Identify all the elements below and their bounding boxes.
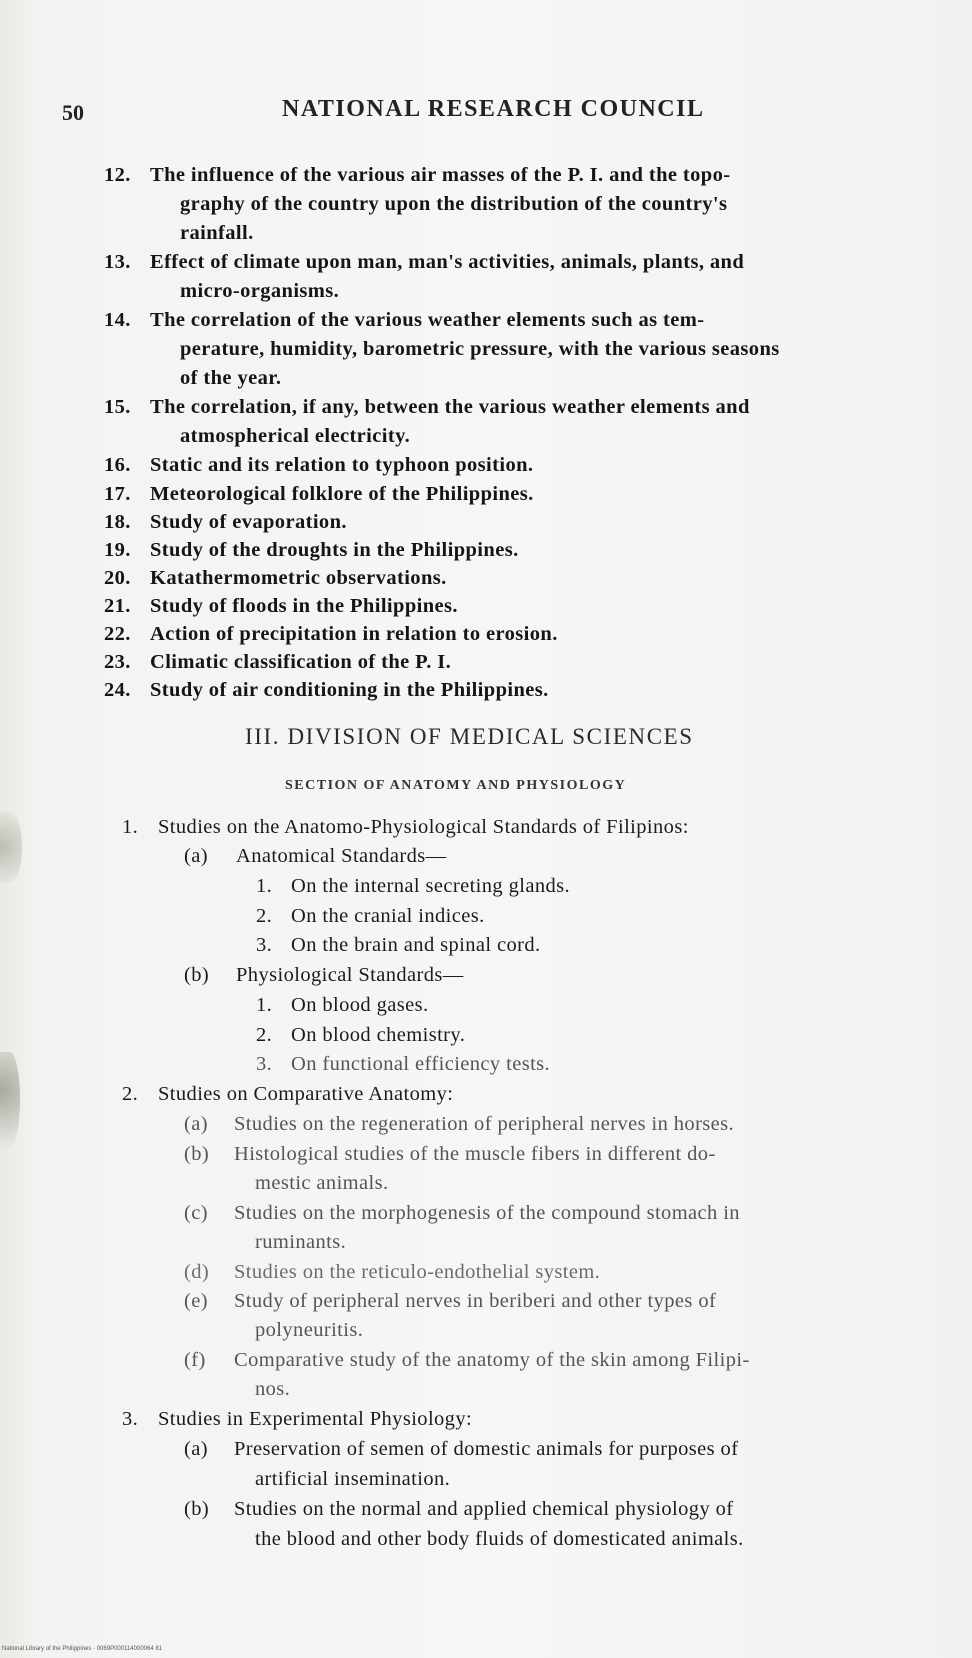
list-item: [104, 251, 744, 274]
item-text: Action of precipitation in relation to erosion.: [150, 623, 558, 645]
item-number: 24.: [104, 679, 131, 701]
item-text: Effect of climate upon man, man's activities, animals, plants, and: [150, 251, 745, 273]
sub-item: [184, 845, 447, 868]
item-number: 15.: [104, 396, 131, 418]
item-number: 22.: [104, 623, 131, 645]
sub-item: [184, 1202, 740, 1225]
sub-item-continuation: mestic animals.: [255, 1172, 389, 1194]
item-text: The correlation, if any, between the various weather elements and: [150, 396, 750, 418]
sub-item: [184, 964, 464, 987]
sub-item: [184, 1290, 716, 1313]
sub-sub-item-text: On blood gases.: [291, 994, 429, 1016]
item-number: 21.: [104, 595, 131, 617]
item-text-continuation: graphy of the country upon the distribution of the country's: [180, 193, 728, 215]
list-item: [122, 1408, 472, 1431]
sub-item-text: Preservation of semen of domestic animals for purposes of: [234, 1438, 739, 1460]
list-item: [104, 164, 730, 187]
item-number: 19.: [104, 539, 131, 561]
item-text: Study of floods in the Philippines.: [150, 595, 458, 617]
sub-item-label: (a): [184, 845, 208, 867]
sub-item-label: (c): [184, 1202, 208, 1224]
sub-item-label: (d): [184, 1261, 210, 1283]
list-item: [104, 483, 534, 506]
sub-sub-item-number: 3.: [256, 934, 273, 956]
item-number: 18.: [104, 511, 131, 533]
list-item: [104, 454, 533, 477]
scan-footer: National Library of the Philippines · 0069P000114000064 81: [2, 1646, 163, 1652]
item-text-continuation: of the year.: [180, 367, 282, 389]
list-item: [104, 651, 451, 674]
item-number: 20.: [104, 567, 131, 589]
sub-item-text: Studies on the morphogenesis of the compound stomach in: [234, 1202, 740, 1224]
sub-item: [184, 1498, 734, 1521]
sub-sub-item-text: On the brain and spinal cord.: [291, 934, 541, 956]
item-text: Katathermometric observations.: [150, 567, 447, 589]
sub-item-label: (b): [184, 964, 210, 986]
sub-item-text: Studies on the normal and applied chemical physiology of: [234, 1498, 734, 1520]
division-heading: III. DIVISION OF MEDICAL SCIENCES: [245, 724, 694, 749]
item-number: 14.: [104, 309, 131, 331]
list-item: [104, 396, 750, 419]
sub-sub-item-number: 2.: [256, 1024, 273, 1046]
list-item: [104, 623, 558, 646]
item-number: 23.: [104, 651, 131, 673]
sub-sub-item-number: 2.: [256, 905, 273, 927]
item-number: 3.: [122, 1408, 139, 1430]
sub-item-text: Studies on the regeneration of peripheral nerves in horses.: [234, 1113, 735, 1135]
item-text-continuation: rainfall.: [180, 222, 254, 244]
sub-sub-item-text: On blood chemistry.: [291, 1024, 466, 1046]
sub-sub-item: [256, 934, 541, 957]
sub-item-text: Physiological Standards—: [236, 964, 464, 986]
item-text-continuation: perature, humidity, barometric pressure, with the various seasons: [180, 338, 780, 360]
item-number: 12.: [104, 164, 131, 186]
item-text: Meteorological folklore of the Philippines.: [150, 483, 534, 505]
item-text: Study of air conditioning in the Philippines.: [150, 679, 549, 701]
sub-sub-item: [256, 994, 429, 1017]
sub-item-continuation: ruminants.: [255, 1231, 347, 1253]
sub-sub-item-number: 3.: [256, 1053, 273, 1075]
list-item: [122, 816, 689, 839]
item-text: The correlation of the various weather elements such as tem-: [150, 309, 705, 331]
list-item: [104, 309, 704, 332]
page-edge-stain: [0, 1052, 20, 1147]
sub-sub-item: [256, 1053, 550, 1076]
item-text: Study of the droughts in the Philippines.: [150, 539, 519, 561]
sub-sub-item-text: On the internal secreting glands.: [291, 875, 571, 897]
item-number: 13.: [104, 251, 131, 273]
item-text-continuation: atmospherical electricity.: [180, 425, 411, 447]
sub-sub-item-text: On functional efficiency tests.: [291, 1053, 551, 1075]
item-number: 17.: [104, 483, 131, 505]
sub-item-continuation: the blood and other body fluids of domesticated animals.: [255, 1528, 744, 1550]
sub-item: [184, 1113, 734, 1136]
running-header: [0, 92, 972, 132]
item-text-continuation: micro-organisms.: [180, 280, 340, 302]
list-item: [104, 511, 347, 534]
sub-sub-item: [256, 1024, 465, 1047]
sub-item-label: (a): [184, 1113, 208, 1135]
sub-item-text: Study of peripheral nerves in beriberi and other types of: [234, 1290, 717, 1312]
sub-item-label: (f): [184, 1349, 206, 1371]
sub-item: [184, 1143, 716, 1166]
sub-sub-item: [256, 875, 570, 898]
item-number: 16.: [104, 454, 131, 476]
page-number: 50: [62, 100, 84, 125]
sub-item-continuation: nos.: [255, 1378, 291, 1400]
item-text: The influence of the various air masses of the P. I. and the topo-: [150, 164, 731, 186]
page-edge-stain: [0, 812, 22, 882]
item-text: Static and its relation to typhoon position.: [150, 454, 534, 476]
sub-item-label: (b): [184, 1498, 210, 1520]
sub-item: [184, 1261, 600, 1284]
running-title: NATIONAL RESEARCH COUNCIL: [282, 96, 705, 122]
sub-item: [184, 1438, 738, 1461]
item-text: Studies on the Anatomo-Physiological Standards of Filipinos:: [158, 816, 689, 838]
item-text: Studies on Comparative Anatomy:: [158, 1083, 454, 1105]
item-text: Study of evaporation.: [150, 511, 347, 533]
sub-item: [184, 1349, 750, 1372]
list-item: [122, 1083, 453, 1106]
sub-sub-item-number: 1.: [256, 994, 273, 1016]
sub-item-text: Studies on the reticulo-endothelial system.: [234, 1261, 601, 1283]
sub-item-text: Histological studies of the muscle fibers in different do-: [234, 1143, 716, 1165]
sub-item-label: (b): [184, 1143, 210, 1165]
sub-item-label: (a): [184, 1438, 208, 1460]
sub-item-text: Comparative study of the anatomy of the skin among Filipi-: [234, 1349, 750, 1371]
item-text: Climatic classification of the P. I.: [150, 651, 452, 673]
item-number: 2.: [122, 1083, 139, 1105]
list-item: [104, 679, 549, 702]
sub-item-continuation: polyneuritis.: [255, 1319, 364, 1341]
list-item: [104, 567, 447, 590]
sub-sub-item-text: On the cranial indices.: [291, 905, 485, 927]
list-item: [104, 539, 519, 562]
list-item: [104, 595, 458, 618]
sub-sub-item: [256, 905, 485, 928]
sub-item-continuation: artificial insemination.: [255, 1468, 451, 1490]
sub-item-text: Anatomical Standards—: [236, 845, 447, 867]
sub-sub-item-number: 1.: [256, 875, 273, 897]
item-number: 1.: [122, 816, 139, 838]
sub-item-label: (e): [184, 1290, 208, 1312]
item-text: Studies in Experimental Physiology:: [158, 1408, 473, 1430]
section-heading: SECTION OF ANATOMY AND PHYSIOLOGY: [285, 778, 627, 793]
